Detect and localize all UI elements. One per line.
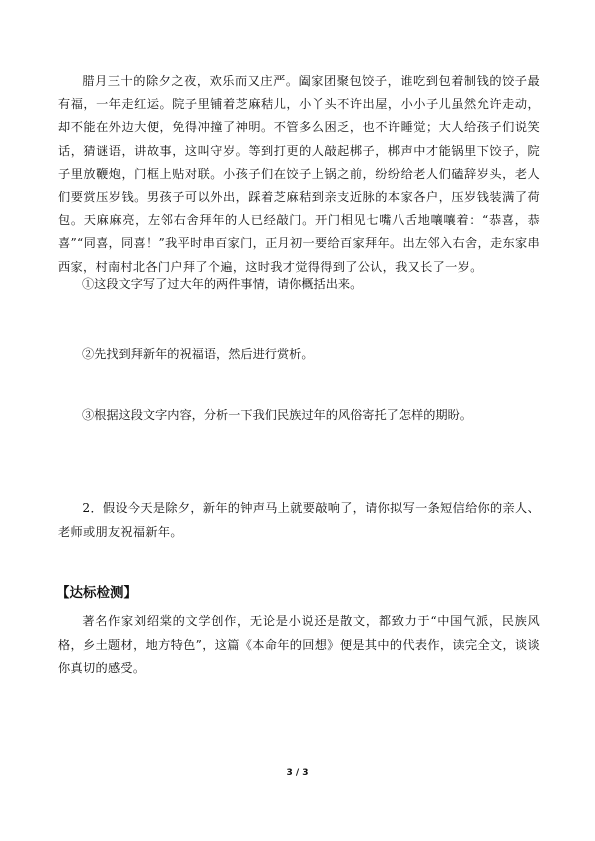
page-number: 3 / 3 (286, 768, 309, 778)
question-3: ③根据这段文字内容，分析一下我们民族过年的风俗寄托了怎样的期盼。 (82, 408, 472, 422)
assessment-prompt: 著名作家刘绍棠的文学创作，无论是小说还是散文，都致力于“中国气派，民族风格，乡土题材，地方特色”，这篇《本命年的回想》便是其中的代表作，读完全文，谈谈你真切的感受。 (58, 614, 540, 675)
reading-passage: 腊月三十的除夕之夜，欢乐而又庄严。阖家团聚包饺子，谁吃到包着制钱的饺子最有福，一年走红运。院子里铺着芝麻秸儿，小丫头不许出屋，小小子儿虽然允许走动，却不能在外边大便，免得冲撞了神明。不管多么困乏，也不许睡觉；大人给孩子们说笑话，猜谜语，讲故事，这叫守岁。等到打更的人敲起梆子，梆声中才能锅里下饺子，院子里放鞭炮，门框上贴对联。小孩子们在饺子上锅之前，纷纷给老人们磕辞岁头，老人们要赏压岁钱。男孩子可以外出，踩着芝麻秸到亲支近脉的本家各户，压岁钱装满了荷包。天麻麻亮，左邻右舍拜年的人已经敲门。开门相见七嘴八舌地嚷嚷着：“恭喜，恭喜”“同喜，同喜！”我平时串百家门，正月初一要给百家拜年。出左邻入右舍，走东家串西家，村南村北各门户拜了个遍，这时我才觉得得到了公认，我又长了一岁。 (58, 74, 540, 274)
task-2-prompt: 2．假设今天是除夕，新年的钟声马上就要敲响了，请你拟写一条短信给你的亲人、老师或朋友祝福新年。 (58, 501, 540, 539)
question-1: ①这段文字写了过大年的两件事情，请你概括出来。 (82, 277, 363, 291)
section-heading: 【达标检测】 (56, 585, 137, 601)
question-2: ②先找到拜新年的祝福语，然后进行赏析。 (82, 347, 314, 361)
